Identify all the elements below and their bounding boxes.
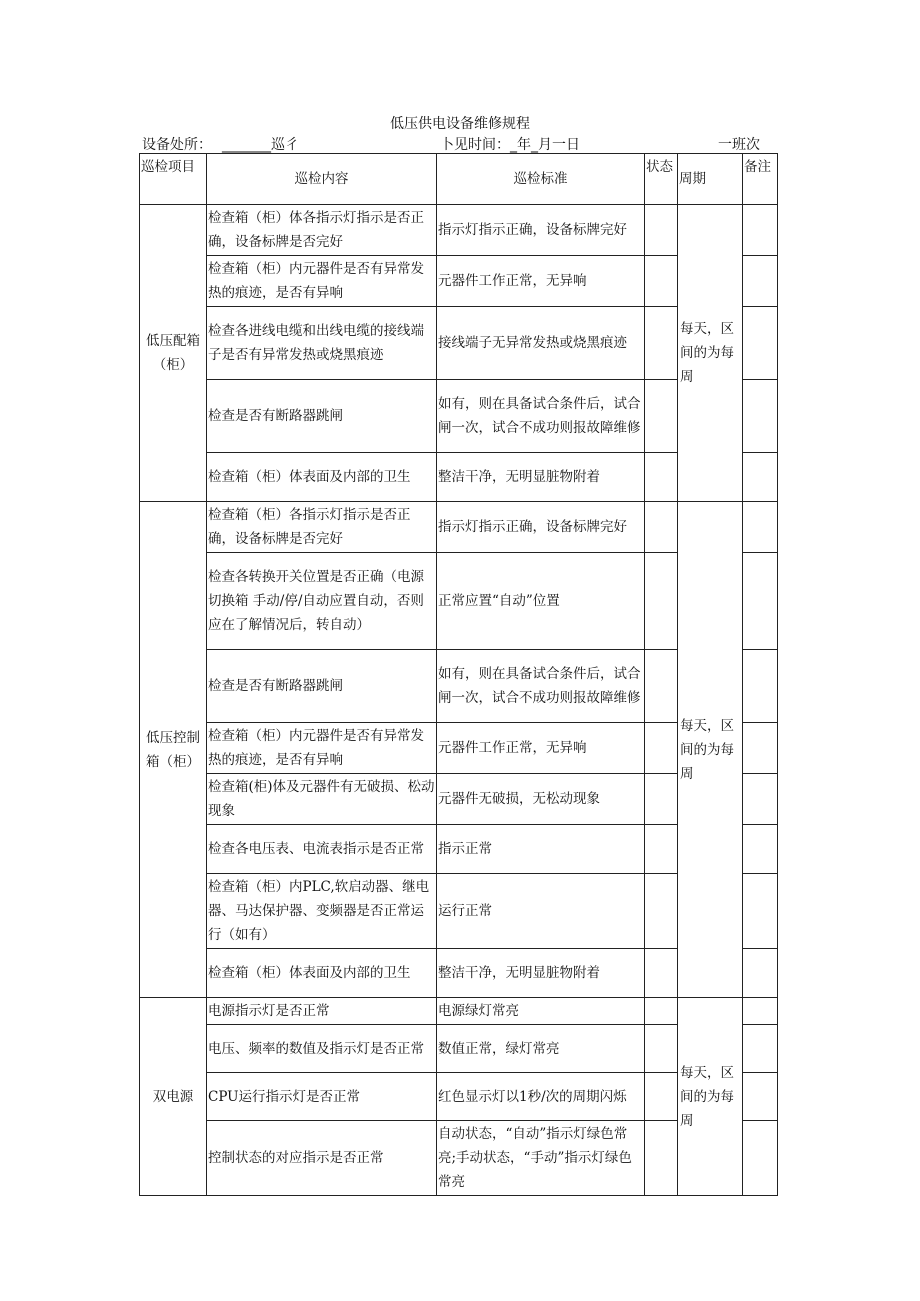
period-cell: 每天，区间的为每周 [678, 998, 743, 1196]
status-cell[interactable] [645, 825, 678, 874]
inspection-content: 检查箱（柜）内元器件是否有异常发热的痕迹，是否有异响 [207, 256, 437, 307]
header-content: 巡检内容 [207, 154, 437, 205]
period-cell: 每天，区间的为每周 [678, 205, 743, 502]
header-standard: 巡检标准 [437, 154, 645, 205]
header-period: 周期 [678, 154, 743, 205]
inspection-content: 检查是否有断路器跳闸 [207, 650, 437, 723]
status-cell[interactable] [645, 1025, 678, 1073]
inspection-standard: 红色显示灯以1秒/次的周期闪烁 [437, 1073, 645, 1121]
status-cell[interactable] [645, 998, 678, 1025]
status-cell[interactable] [645, 380, 678, 453]
inspection-standard: 指示灯指示正确，设备标牌完好 [437, 205, 645, 256]
period-cell: 每天，区间的为每周 [678, 502, 743, 998]
inspection-standard: 数值正常，绿灯常亮 [437, 1025, 645, 1073]
table-row [140, 502, 778, 553]
status-cell[interactable] [645, 553, 678, 650]
inspection-content: 检查箱（柜）各指示灯指示是否正确，设备标牌是否完好 [207, 502, 437, 553]
remark-cell[interactable] [743, 205, 778, 256]
inspection-content: 电源指示灯是否正常 [207, 998, 437, 1025]
inspection-content: 检查各进线电缆和出线电缆的接线端子是否有异常发热或烧黑痕迹 [207, 307, 437, 380]
inspection-standard: 如有，则在具备试合条件后，试合闸一次，试合不成功则报故障维修 [437, 650, 645, 723]
inspection-standard: 元器件工作正常，无异响 [437, 256, 645, 307]
remark-cell[interactable] [743, 307, 778, 380]
status-cell[interactable] [645, 256, 678, 307]
status-cell[interactable] [645, 1073, 678, 1121]
group-name: 双电源 [140, 998, 207, 1196]
inspection-standard: 元器件工作正常，无异响 [437, 723, 645, 774]
table-row [140, 205, 778, 256]
remark-cell[interactable] [743, 453, 778, 502]
inspection-standard: 正常应置“自动”位置 [437, 553, 645, 650]
inspection-content: 检查箱（柜）体各指示灯指示是否正确，设备标牌是否完好 [207, 205, 437, 256]
header-remark: 备注 [743, 154, 778, 205]
inspection-time: 卜见时间：_年_月一日 [440, 137, 580, 153]
inspection-standard: 指示灯指示正确，设备标牌完好 [437, 502, 645, 553]
inspection-standard: 自动状态，“自动”指示灯绿色常亮;手动状态，“手动”指示灯绿色常亮 [437, 1121, 645, 1196]
status-cell[interactable] [645, 723, 678, 774]
inspection-content: CPU运行指示灯是否正常 [207, 1073, 437, 1121]
header-status: 状态 [645, 154, 678, 205]
header-row [140, 154, 778, 205]
inspection-content: 检查各转换开关位置是否正确（电源切换箱 手动/停/自动应置自动，否则应在了解情况后，转自动） [207, 553, 437, 650]
remark-cell[interactable] [743, 1025, 778, 1073]
inspection-standard: 电源绿灯常亮 [437, 998, 645, 1025]
status-cell[interactable] [645, 874, 678, 949]
remark-cell[interactable] [743, 380, 778, 453]
inspection-standard: 整洁干净，无明显脏物附着 [437, 949, 645, 998]
remark-cell[interactable] [743, 650, 778, 723]
status-cell[interactable] [645, 774, 678, 825]
remark-cell[interactable] [743, 502, 778, 553]
inspection-content: 检查是否有断路器跳闸 [207, 380, 437, 453]
header-item: 巡检项目 [140, 154, 207, 205]
shift: 一班次 [718, 137, 760, 153]
status-cell[interactable] [645, 1121, 678, 1196]
remark-cell[interactable] [743, 553, 778, 650]
remark-cell[interactable] [743, 874, 778, 949]
remark-cell[interactable] [743, 1121, 778, 1196]
status-cell[interactable] [645, 502, 678, 553]
inspection-table [139, 153, 778, 1196]
inspection-content: 检查箱（柜）体表面及内部的卫生 [207, 949, 437, 998]
document-title: 低压供电设备维修规程 [390, 116, 530, 132]
location-label: 设备处所： [142, 137, 212, 153]
inspection-standard: 整洁干净，无明显脏物附着 [437, 453, 645, 502]
inspection-content: 检查箱(柜)体及元器件有无破损、松动现象 [207, 774, 437, 825]
status-cell[interactable] [645, 307, 678, 380]
inspection-standard: 如有，则在具备试合条件后，试合闸一次，试合不成功则报故障维修 [437, 380, 645, 453]
status-cell[interactable] [645, 453, 678, 502]
inspection-content: 检查箱（柜）体表面及内部的卫生 [207, 453, 437, 502]
inspection-content: 检查箱（柜）内元器件是否有异常发热的痕迹，是否有异响 [207, 723, 437, 774]
remark-cell[interactable] [743, 256, 778, 307]
inspection-content: 电压、频率的数值及指示灯是否正常 [207, 1025, 437, 1073]
inspection-standard: 元器件无破损，无松动现象 [437, 774, 645, 825]
remark-cell[interactable] [743, 949, 778, 998]
table-row [140, 998, 778, 1025]
location-blank: _______巡彳 [222, 137, 299, 153]
remark-cell[interactable] [743, 774, 778, 825]
inspection-content: 控制状态的对应指示是否正常 [207, 1121, 437, 1196]
remark-cell[interactable] [743, 825, 778, 874]
remark-cell[interactable] [743, 998, 778, 1025]
status-cell[interactable] [645, 650, 678, 723]
inspection-standard: 指示正常 [437, 825, 645, 874]
inspection-content: 检查箱（柜）内PLC,软启动器、继电器、马达保护器、变频器是否正常运行（如有） [207, 874, 437, 949]
group-name: 低压配箱（柜） [140, 205, 207, 502]
status-cell[interactable] [645, 205, 678, 256]
remark-cell[interactable] [743, 1073, 778, 1121]
inspection-content: 检查各电压表、电流表指示是否正常 [207, 825, 437, 874]
remark-cell[interactable] [743, 723, 778, 774]
status-cell[interactable] [645, 949, 678, 998]
inspection-standard: 运行正常 [437, 874, 645, 949]
inspection-standard: 接线端子无异常发热或烧黑痕迹 [437, 307, 645, 380]
group-name: 低压控制箱（柜） [140, 502, 207, 998]
